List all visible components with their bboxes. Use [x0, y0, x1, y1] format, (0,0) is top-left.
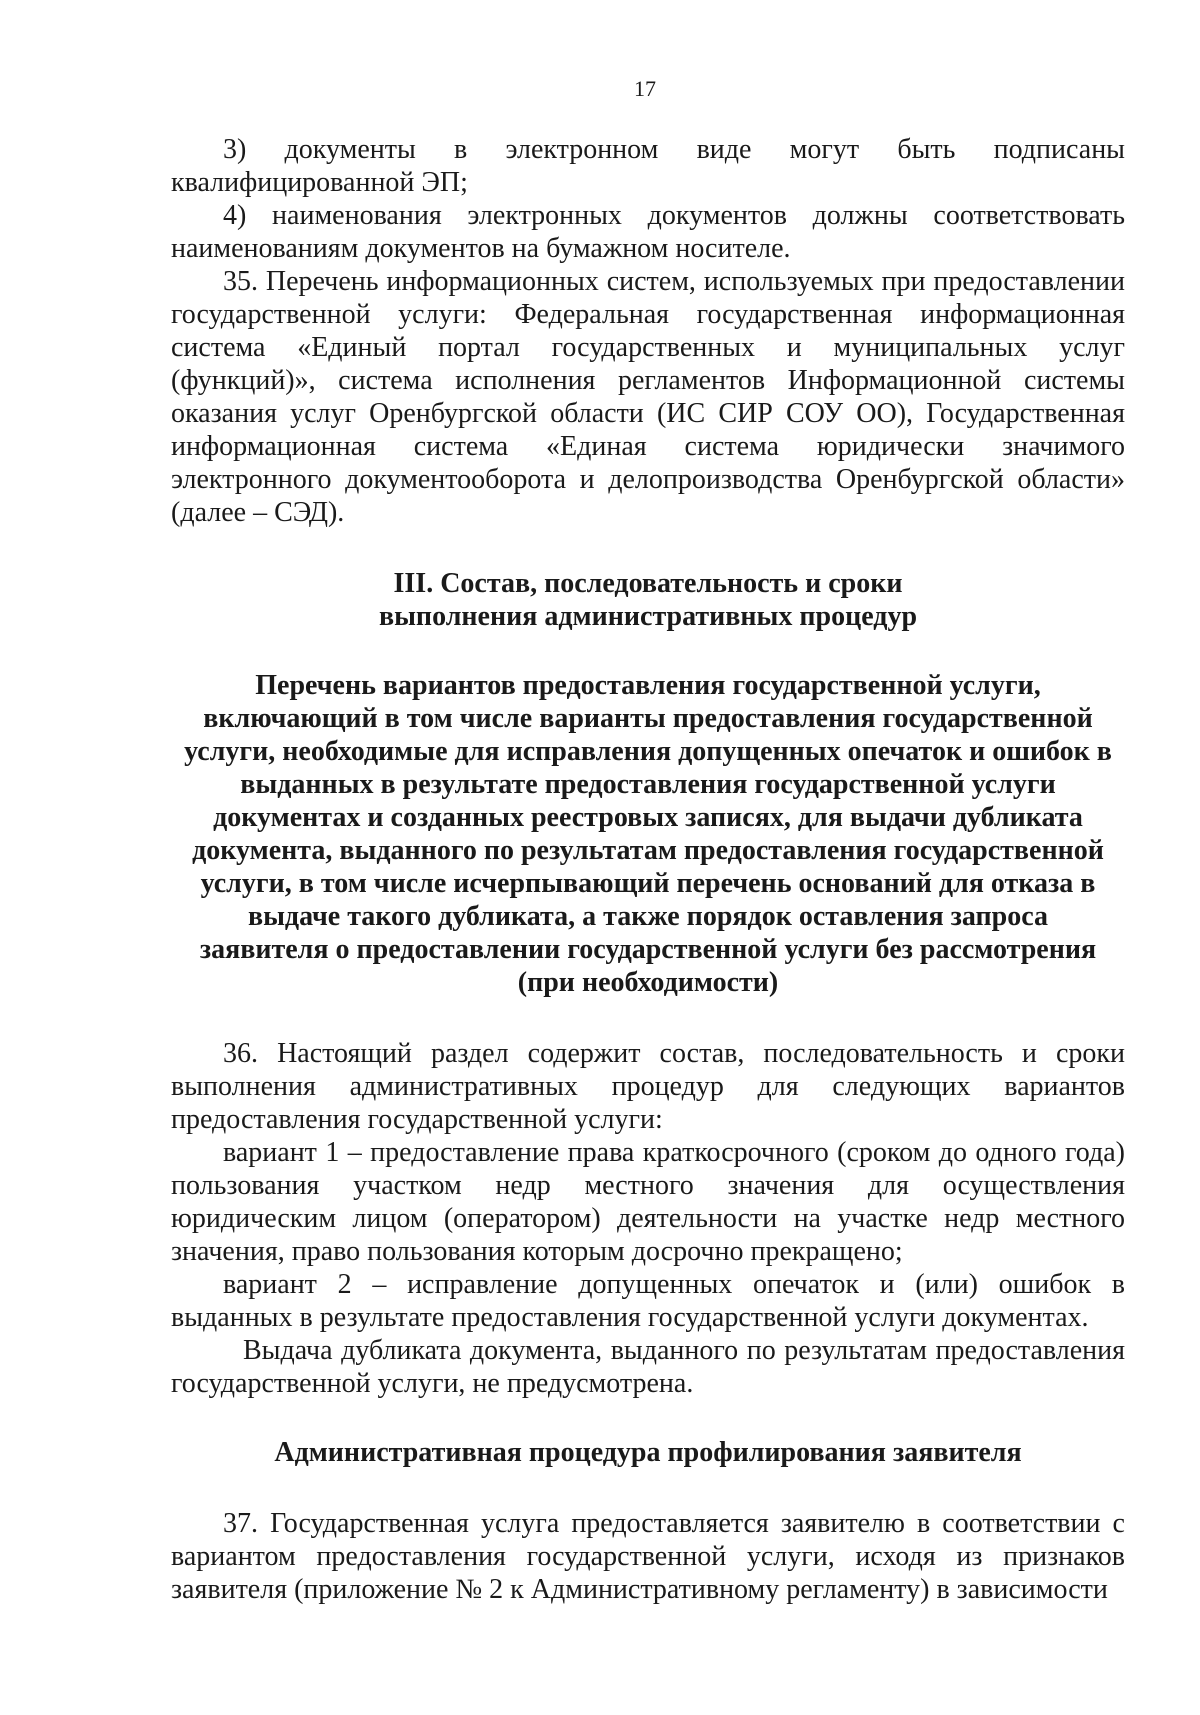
section-heading: III. Состав, последовательность и сроки выполнения административных процедур: [378, 568, 918, 632]
document-body: [171, 133, 1125, 1606]
page-number: 17: [634, 76, 656, 101]
paragraph-duplicate: Выдача дубликата документа, выданного по результатам предоставления государственной услуги, не предусмотрена.: [171, 1335, 1125, 1399]
paragraph-37: 37. Государственная услуга предоставляется заявителю в соответствии с вариантом предоставления государственной услуги, исходя из признаков заявителя (приложение № 2 к Административному регламенту) в зависимости: [171, 1508, 1125, 1605]
paragraph-variant-2: вариант 2 – исправление допущенных опечаток и (или) ошибок в выданных в результате предоставления государственной услуги документах.: [171, 1269, 1125, 1333]
sub-heading: Перечень вариантов предоставления государственной услуги, включающий в том числе варианты предоставления государственной услуги, необходимые для исправления допущенных опечаток и ошибок в выданных в результате предоставления государственной услуги документах и созданных реестровых записях, для выдачи дубликата документа, выданного по результатам предоставления государственной услуги, в том числе исчерпывающий перечень оснований для отказа в выдаче такого дубликата, а также порядок оставления запроса заявителя о предоставлении государственной услуги без рассмотрения (при необходимости): [184, 670, 1112, 998]
paragraph-item-3: 3) документы в электронном виде могут быть подписаны квалифицированной ЭП;: [171, 134, 1125, 198]
paragraph-35: 35. Перечень информационных систем, используемых при предоставлении государственной услуги: Федеральная государственная информационная система «Единый портал государственных и муниципальных услуг (функций)», система исполнения регламентов Информационной системы оказания услуг Оренбургской области (ИС СИР СОУ ОО), Государственная информационная система «Единая система юридически значимого электронного документооборота и делопроизводства Оренбургской области» (далее – СЭД).: [171, 266, 1125, 528]
paragraph-variant-1: вариант 1 – предоставление права краткосрочного (сроком до одного года) пользования участком недр местного значения для осуществления юридическим лицом (оператором) деятельности на участке недр местного значения, право пользования которым досрочно прекращено;: [171, 1137, 1125, 1267]
procedure-heading: Административная процедура профилирования заявителя: [274, 1437, 1022, 1468]
paragraph-item-4: 4) наименования электронных документов должны соответствовать наименованиям документов на бумажном носителе.: [171, 200, 1125, 264]
paragraph-36: 36. Настоящий раздел содержит состав, последовательность и сроки выполнения административных процедур для следующих вариантов предоставления государственной услуги:: [171, 1038, 1125, 1135]
